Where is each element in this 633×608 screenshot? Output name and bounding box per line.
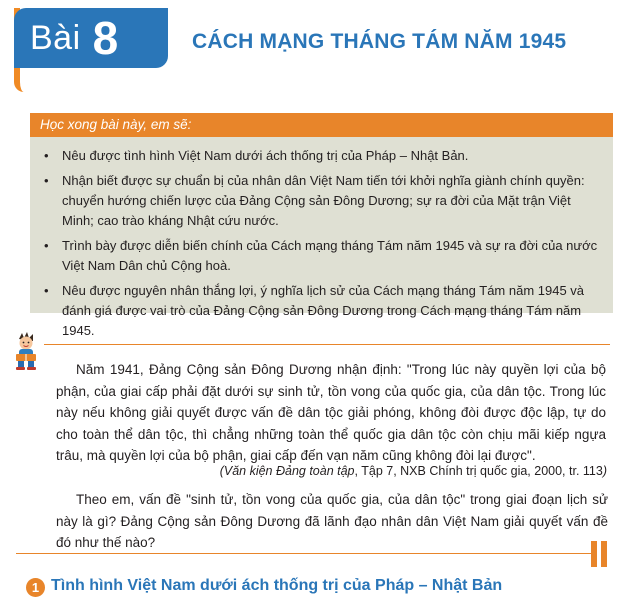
student-reading-icon (10, 330, 42, 370)
intro-divider (44, 344, 610, 345)
pause-bars-icon (591, 541, 611, 567)
citation-details: , Tập 7, NXB Chính trị quốc gia, 2000, tr. 113 (354, 464, 603, 478)
lesson-header (0, 0, 633, 96)
intro-quote (56, 359, 606, 467)
objective-text: Trình bày được diễn biến chính của Cách mạng tháng Tám năm 1945 và sự ra đời của nước Việt Nam Dân chủ Cộng hoà. (62, 238, 598, 273)
section-title: Tình hình Việt Nam dưới ách thống trị của Pháp – Nhật Bản (51, 577, 503, 594)
objective-item (40, 171, 600, 231)
bullet-icon: • (44, 148, 49, 163)
lesson-label: Bài (30, 18, 81, 57)
bullet-icon: • (44, 283, 49, 298)
objective-text: Nhận biết được sự chuẩn bị của nhân dân Việt Nam tiến tới khởi nghĩa giành chính quyền: chuyển hướng chiến lược của Đảng Cộng sản Đông Dương; sự ra đời của Mặt trận Việt Minh; cao trào kháng Nhật cứu nước. (62, 173, 585, 228)
lesson-badge (14, 8, 168, 68)
bullet-icon: • (44, 238, 49, 253)
section-divider (16, 553, 594, 554)
intro-question (56, 489, 608, 554)
citation-source: Văn kiện Đảng toàn tập (223, 464, 355, 478)
bullet-icon: • (44, 173, 49, 188)
objective-text: Nêu được nguyên nhân thắng lợi, ý nghĩa lịch sử của Cách mạng tháng Tám năm 1945 và đánh giá được vai trò của Đảng Cộng sản Đông Dương trong Cách mạng tháng Tám năm 1945. (62, 283, 585, 338)
objectives-header: Học xong bài này, em sẽ: (30, 113, 613, 137)
intro-quote-text: Năm 1941, Đảng Cộng sản Đông Dương nhận định: "Trong lúc này quyền lợi của bộ phận, của giai cấp phải đặt dưới sự sinh tử, tồn vong của quốc gia, của dân tộc. Trong lúc này nếu không giải quyết được vấn đề dân tộc giải phóng, không đòi được độc lập, tự do cho toàn thể dân tộc, thì chẳng những toàn thể quốc gia dân tộc còn chịu mãi kiếp ngựa trâu, mà quyền lợi của bộ phận, giai cấp đến vạn năm cũng không đòi lại được". (56, 362, 606, 463)
intro-question-text: Theo em, vấn đề "sinh tử, tồn vong của quốc gia, của dân tộc" trong giai đoạn lịch sử này là gì? Đảng Cộng sản Đông Dương đã lãnh đạo nhân dân Việt Nam giải quyết vấn đề đó như thế nào? (56, 492, 608, 550)
objective-text: Nêu được tình hình Việt Nam dưới ách thống trị của Pháp – Nhật Bản. (62, 148, 469, 163)
objective-item (40, 281, 600, 341)
objectives-list (40, 146, 600, 346)
lesson-title: CÁCH MẠNG THÁNG TÁM NĂM 1945 (192, 30, 567, 53)
citation: (Văn kiện Đảng toàn tập, Tập 7, NXB Chính trị quốc gia, 2000, tr. 113) (219, 464, 607, 478)
objective-item (40, 146, 600, 166)
section-number-badge: 1 (26, 578, 45, 597)
lesson-number: 8 (92, 12, 119, 64)
objective-item (40, 236, 600, 276)
